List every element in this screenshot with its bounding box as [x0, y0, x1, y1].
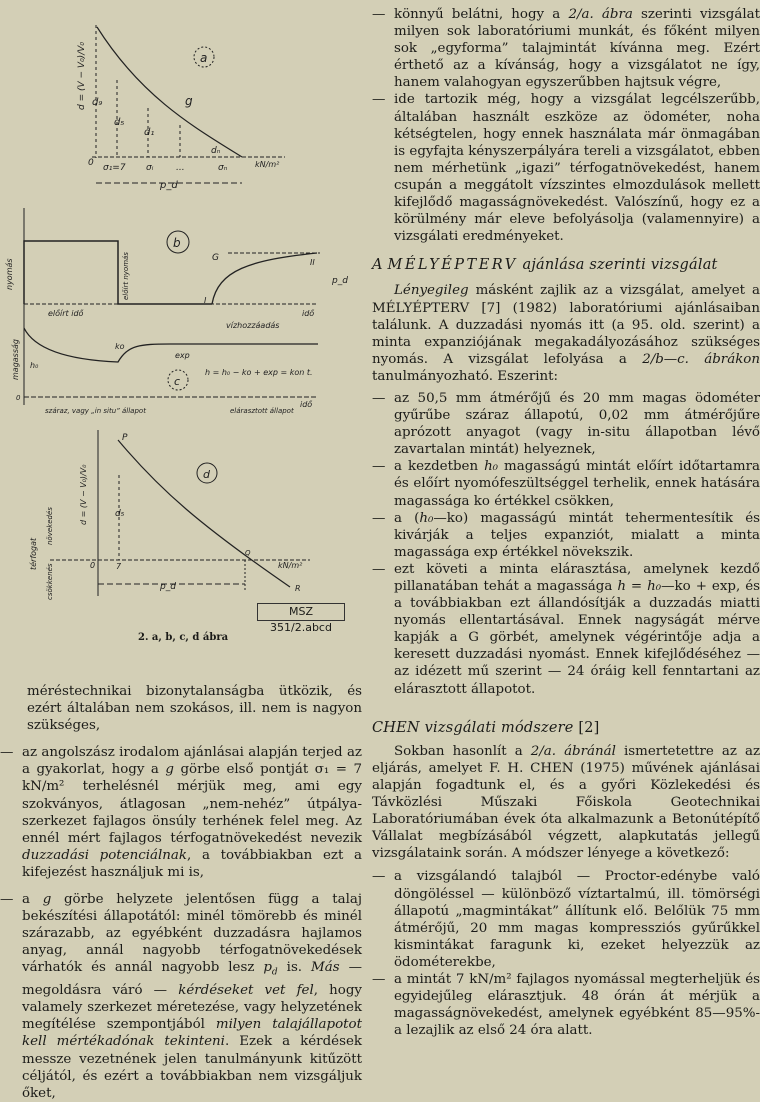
b-time-label: előírt idő: [48, 309, 84, 318]
text: a kezdetben: [394, 459, 485, 475]
b-curve-label: G: [212, 253, 219, 263]
italic-text: h₀: [484, 459, 499, 475]
d-tick: 7: [116, 562, 122, 571]
a-curve-g: [97, 27, 242, 157]
italic-text: g: [165, 762, 174, 778]
text: könnyű belátni, hogy a: [394, 7, 569, 22]
c-state-wet: elárasztott állapot: [230, 407, 294, 415]
paragraph: [372, 282, 760, 385]
list-item: [372, 458, 760, 509]
dash: —: [0, 892, 14, 908]
text: —ko) magasságú mintát tehermentesítik és kivárják a teljes expanziót, mialatt a minta magassága exp értékkel növekszik.: [394, 510, 760, 560]
figure-caption: 2. a, b, c, d ábra: [138, 632, 229, 643]
text: tanulmányozható. Eszerint:: [372, 368, 559, 384]
italic-text: Más: [311, 960, 340, 976]
text: az a gyakorlat, hogy a: [22, 745, 362, 778]
italic-text: duzzadási potenciálnak: [22, 847, 188, 863]
a-curve-label: g: [185, 94, 193, 108]
a-x-tick: σₙ: [218, 163, 228, 173]
d-increase-label: növekedés: [46, 507, 54, 545]
a-x-tick: σᵢ: [146, 163, 154, 173]
dash: —: [372, 459, 386, 475]
c-ko: ko: [115, 342, 125, 351]
b-curve-G: [212, 253, 317, 304]
list-item: [372, 390, 760, 458]
text: ismertetettre az az eljárás, amelyet F. H. CHEN (1975) művének ajánlásai alapján fogadtunk el, és a győri Közlekedési és Távközlési Műszaki Főiskola Geotechnikai Laboratóriumában évek óta alkalmazunk a Betonútépítő Vállalat megbízásából végzett, alapkutatás jellegű vizsgálataink során. A módszer lényege a következő:: [372, 743, 760, 862]
italic-text: 2/a. ábránál: [530, 743, 616, 759]
italic-text: h₀: [419, 510, 434, 526]
list-item: [372, 91, 760, 245]
a-y-label: d = (V − V₀)/V₀: [77, 42, 87, 110]
text: a (: [394, 510, 420, 526]
text: σ₁ = 7 kN/m² terhelésnél mérjük meg, ami egy szokványos, átlagosan „nem-nehéz” útpálya-szerkezet fajlagos önsúly terhének felel meg. Az ennél mért fajlagos térfogatnövekedést nevezik: [22, 762, 362, 846]
c-state-dry: száraz, vagy „in situ” állapot: [45, 407, 146, 415]
text: —ko + exp, és a továbbiakban ezt állandósítják a duzzadás miatti nyomás ellentartásával. Ennek nagyságát mérve kapják a G görbét, amelynek végérintője adja a keresett duzzadási nyomást. Ennek kifejlődéséhez — az idézett mű szerint — 24 óráig kell fenntartani az elárasztott állapotot.: [394, 579, 760, 697]
text: CHEN: [372, 719, 420, 736]
text: szerinti vizsgálat milyen sok laboratóriumi munkát, és főként milyen sok „egyforma” talajmintát kívánna meg. Ezért érthető az a kívánság, hogy a vizsgálatot ne így, hanem valahogyan egyszerűbben hajtsuk végre,: [394, 7, 760, 91]
c-height-curve: [24, 328, 318, 362]
a-d-label: dₙ: [211, 146, 221, 156]
b-point-I: I: [204, 296, 207, 305]
text: ide tartozik még, hogy a vizsgálat legcélszerűbb, általában használt eszköze az ödométer, noha kétségtelen, hogy ennek használata már önmagában is egyfajta kényszerpályára tereli a vizsgálatot, ebben nem mérhetünk „igazi” térfogatnövekedést, hanem csupán a meggátolt vízszintes elmozdulások mellett kifejlődő magasságnövekedést. Valószínű, hogy ez a körülmény már eleve befolyásolja (valamennyire) a vizsgálati eredményeket.: [394, 92, 760, 245]
d-decrease-label: csökkenés: [46, 563, 54, 600]
b-water-label: vízhozzáadás: [226, 321, 280, 330]
list-item: [372, 971, 760, 1039]
section-heading: [372, 720, 760, 737]
d-curve: [118, 440, 290, 587]
a-x-tick: σ₁=7: [103, 163, 126, 173]
b-pressure-line: [24, 241, 212, 304]
text: másként zajlik az a vizsgálat, amelyet a MÉLYÉPTERV [7] (1982) laboratóriumi ajánlásaiban találunk. A duzzadási nyomás itt (a 95. old. szerint) a minta expanziójának megakadályozásához szükséges nyomás. A vizsgálat lefolyása a: [372, 283, 760, 367]
figure-2: [0, 0, 370, 650]
list-item: [372, 561, 760, 698]
text-line: méréstechnikai bizonytalanságba ütközik, és: [27, 684, 362, 699]
list-item: [372, 6, 760, 91]
d-x-unit: kN/m²: [278, 561, 303, 570]
paragraph-continuation: [0, 683, 362, 734]
text: , a továbbiakban ezt a kifejezést használjuk mi is,: [22, 847, 362, 880]
c-h0: h₀: [30, 361, 39, 370]
text: magasságú mintát előírt időtartamra és előírt nyomófeszültséggel terhelik, ennek hatására magassága ko értékkel csökken,: [394, 459, 760, 509]
section-heading: [372, 257, 760, 274]
b-y-label: nyomás: [5, 258, 14, 290]
text: . Ezek a kérdések messze vezetnének jelen tanulmányunk kitűzött céljától, és ezért a továbbiakban nem vizsgáljuk őket,: [22, 1034, 362, 1101]
c-x-label: idő: [300, 400, 313, 409]
text: A: [372, 257, 388, 274]
dash: —: [372, 971, 386, 987]
italic-text: Lényegileg: [394, 283, 469, 299]
c-label: c: [174, 375, 181, 388]
a-span-label: p_d: [160, 180, 178, 191]
paragraph: [372, 743, 760, 863]
text: vizsgálati módszere: [419, 719, 574, 736]
subscript: d: [271, 968, 278, 979]
c-y-label: magasság: [11, 339, 20, 380]
text: Sokban hasonlít a: [394, 743, 531, 759]
italic-text: g: [42, 892, 52, 908]
b-point-II: II: [310, 258, 315, 267]
d-volume-label: térfogat: [29, 537, 38, 570]
d-d-label: d₅: [115, 509, 125, 519]
d-point-P: P: [122, 433, 128, 443]
dash: —: [372, 92, 386, 108]
dash: —: [372, 510, 386, 526]
text: a vizsgálandó talajból — Proctor-edénybe való döngöléssel — különböző víztartalmú, ill. tömörségi állapotú „magmintákat” állítunk elő. Belőlük 75 mm átmérőjű, 20 mm magas kompressziós gyűrűkkel kismintákat faragunk ki, ezeket helyezzük az ödométerekbe,: [394, 869, 760, 970]
d-point-R: R: [295, 584, 301, 593]
a-d-label: d₅: [114, 117, 125, 128]
d-point-Q: Q: [245, 549, 251, 557]
d-label: d: [203, 468, 210, 481]
d-span-label: p_d: [160, 582, 176, 592]
italic-text: 2/b—c. ábrákon: [642, 351, 760, 367]
list-item: [372, 510, 760, 561]
italic-text: milyen talajállapotot kell mértékadónak tekinteni: [22, 1017, 362, 1050]
text-line: szükséges,: [27, 718, 101, 734]
standard-code-box: MSZ 351/2.abcd: [257, 603, 345, 621]
b-pressure-label: előírt nyomás: [122, 252, 130, 300]
italic-text: 2/a. ábra: [568, 7, 633, 22]
a-x-unit: kN/m²: [255, 160, 280, 169]
b-span-label: p_d: [332, 276, 348, 286]
text: [2]: [573, 719, 600, 736]
a-origin: 0: [88, 158, 94, 168]
text: görbe helyzete jelentősen függ a talaj bekészítési állapotától: minél tömörebb és minél szárazabb, az egyébként duzzadásra hajlamos anyag, annál nagyobb térfogatnövekedések várhatók és annál nagyobb lesz: [22, 892, 362, 976]
italic-text: p: [263, 960, 272, 976]
text: az angolszász irodalom ajánlásai alapján terjed: [22, 745, 343, 761]
dash: —: [372, 561, 386, 577]
c-origin: 0: [16, 394, 21, 402]
left-column: [0, 683, 362, 1102]
right-column: [372, 6, 760, 1039]
dash: —: [372, 7, 386, 22]
a-d-label: d₉: [92, 97, 103, 108]
a-label: a: [200, 51, 208, 65]
text: a: [22, 892, 43, 908]
text: az 50,5 mm átmérőjű és 20 mm magas ödométer gyűrűbe száraz állapotú, 0,02 mm átmérőjűre aprózott anyagot (vagy in-situ állapotban lévő zavartalan mintát) helyeznek,: [394, 390, 760, 458]
dash: —: [0, 745, 14, 761]
a-d-label: d₁: [144, 127, 155, 138]
d-y-label: d = (V − V₀)/V₀: [79, 464, 88, 525]
dash: —: [372, 869, 386, 885]
italic-text: h₀: [647, 579, 662, 594]
text: — megoldásra váró —: [22, 960, 362, 999]
italic-text: kérdéseket vet fel: [178, 983, 314, 999]
text: is.: [277, 960, 312, 976]
dash: —: [372, 390, 386, 406]
c-formula: h = h₀ − ko + exp = kon t.: [205, 368, 313, 377]
text-line: ezért általában nem szokásos, ill. nem is nagyon: [27, 701, 362, 717]
text: görbe első pontját: [173, 762, 309, 778]
list-item: [372, 868, 760, 971]
b-label: b: [173, 236, 181, 250]
text: , hogy valamely szerkezet méretezése, vagy helyzetének megítélése szempontjából: [22, 983, 362, 1033]
text: =: [625, 579, 648, 594]
text: a mintát 7 kN/m² fajlagos nyomással megterheljük és egyidejűleg elárasztjuk. 48 órán át mérjük a magasságnövekedést, amelynek egyébként 85—95%-a lezajlik az első 24 óra alatt.: [394, 971, 760, 1039]
italic-text: h: [617, 579, 626, 594]
list-item: [0, 744, 362, 881]
text: ezt követi a minta elárasztása, amelynek kezdő pillanatában tehát a magassága: [394, 561, 760, 594]
text: ajánlása szerinti vizsgálat: [517, 257, 718, 274]
a-x-tick: ...: [176, 163, 185, 173]
d-origin: 0: [90, 561, 96, 570]
text: MÉLYÉPTERV: [387, 257, 518, 274]
list-item: [0, 891, 362, 1102]
b-x-label: idő: [302, 309, 315, 318]
c-exp: exp: [175, 351, 190, 360]
